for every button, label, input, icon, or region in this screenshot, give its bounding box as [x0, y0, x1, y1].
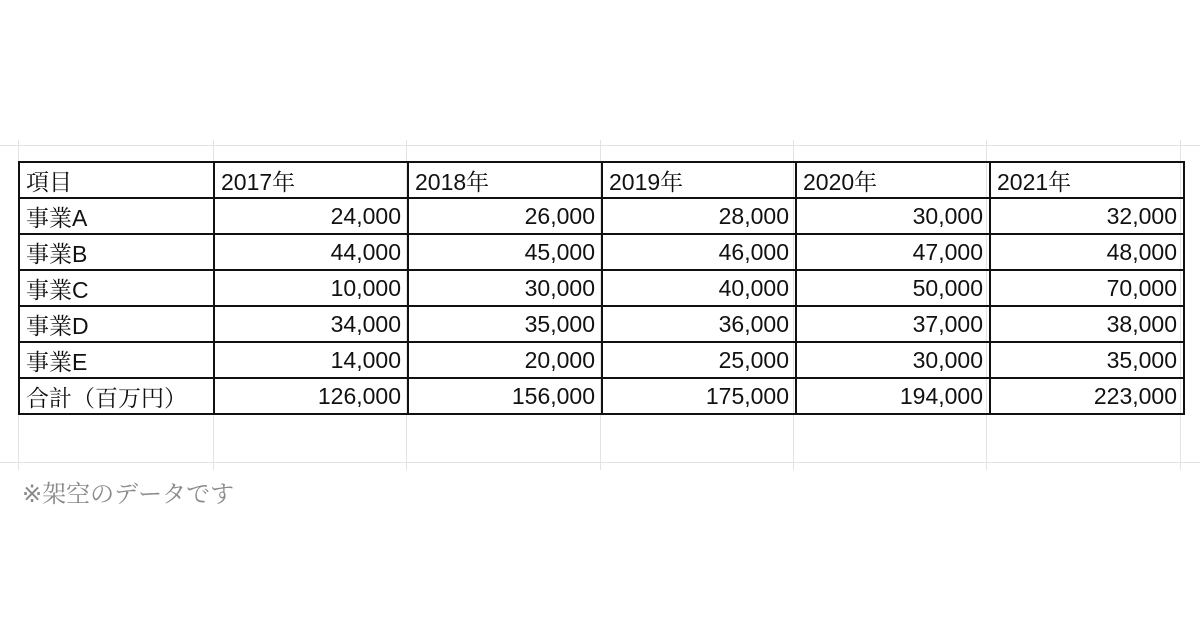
data-table — [18, 161, 1185, 415]
total-value-cell[interactable]: 126,000 — [214, 378, 408, 414]
value-cell[interactable]: 30,000 — [796, 342, 990, 378]
value-cell[interactable]: 38,000 — [990, 306, 1184, 342]
value-cell[interactable]: 70,000 — [990, 270, 1184, 306]
header-cell[interactable]: 項目 — [19, 162, 214, 198]
value-cell[interactable]: 24,000 — [214, 198, 408, 234]
value-cell[interactable]: 10,000 — [214, 270, 408, 306]
header-cell[interactable]: 2021年 — [990, 162, 1184, 198]
value-cell[interactable]: 48,000 — [990, 234, 1184, 270]
value-cell[interactable]: 46,000 — [602, 234, 796, 270]
row-label-cell[interactable]: 事業C — [19, 270, 214, 306]
value-cell[interactable]: 45,000 — [408, 234, 602, 270]
value-cell[interactable]: 25,000 — [602, 342, 796, 378]
row-label-cell[interactable]: 事業D — [19, 306, 214, 342]
value-cell[interactable]: 32,000 — [990, 198, 1184, 234]
table-row — [19, 342, 1184, 378]
value-cell[interactable]: 35,000 — [990, 342, 1184, 378]
total-value-cell[interactable]: 175,000 — [602, 378, 796, 414]
sheet-gridline — [0, 145, 1200, 146]
header-cell[interactable]: 2020年 — [796, 162, 990, 198]
total-label-cell[interactable]: 合計（百万円） — [19, 378, 214, 414]
value-cell[interactable]: 44,000 — [214, 234, 408, 270]
table-row — [19, 270, 1184, 306]
value-cell[interactable]: 36,000 — [602, 306, 796, 342]
value-cell[interactable]: 26,000 — [408, 198, 602, 234]
value-cell[interactable]: 14,000 — [214, 342, 408, 378]
value-cell[interactable]: 50,000 — [796, 270, 990, 306]
value-cell[interactable]: 20,000 — [408, 342, 602, 378]
header-cell[interactable]: 2018年 — [408, 162, 602, 198]
sheet-gridline — [0, 462, 1200, 463]
table-row — [19, 198, 1184, 234]
value-cell[interactable]: 30,000 — [796, 198, 990, 234]
value-cell[interactable]: 37,000 — [796, 306, 990, 342]
row-label-cell[interactable]: 事業B — [19, 234, 214, 270]
total-value-cell[interactable]: 156,000 — [408, 378, 602, 414]
value-cell[interactable]: 35,000 — [408, 306, 602, 342]
total-value-cell[interactable]: 194,000 — [796, 378, 990, 414]
total-value-cell[interactable]: 223,000 — [990, 378, 1184, 414]
value-cell[interactable]: 28,000 — [602, 198, 796, 234]
fictional-data-note: ※架空のデータです — [22, 481, 235, 508]
table-row — [19, 306, 1184, 342]
value-cell[interactable]: 47,000 — [796, 234, 990, 270]
value-cell[interactable]: 40,000 — [602, 270, 796, 306]
table-total-row — [19, 378, 1184, 414]
value-cell[interactable]: 34,000 — [214, 306, 408, 342]
header-cell[interactable]: 2019年 — [602, 162, 796, 198]
row-label-cell[interactable]: 事業A — [19, 198, 214, 234]
value-cell[interactable]: 30,000 — [408, 270, 602, 306]
table-header-row — [19, 162, 1184, 198]
header-cell[interactable]: 2017年 — [214, 162, 408, 198]
row-label-cell[interactable]: 事業E — [19, 342, 214, 378]
table-row — [19, 234, 1184, 270]
